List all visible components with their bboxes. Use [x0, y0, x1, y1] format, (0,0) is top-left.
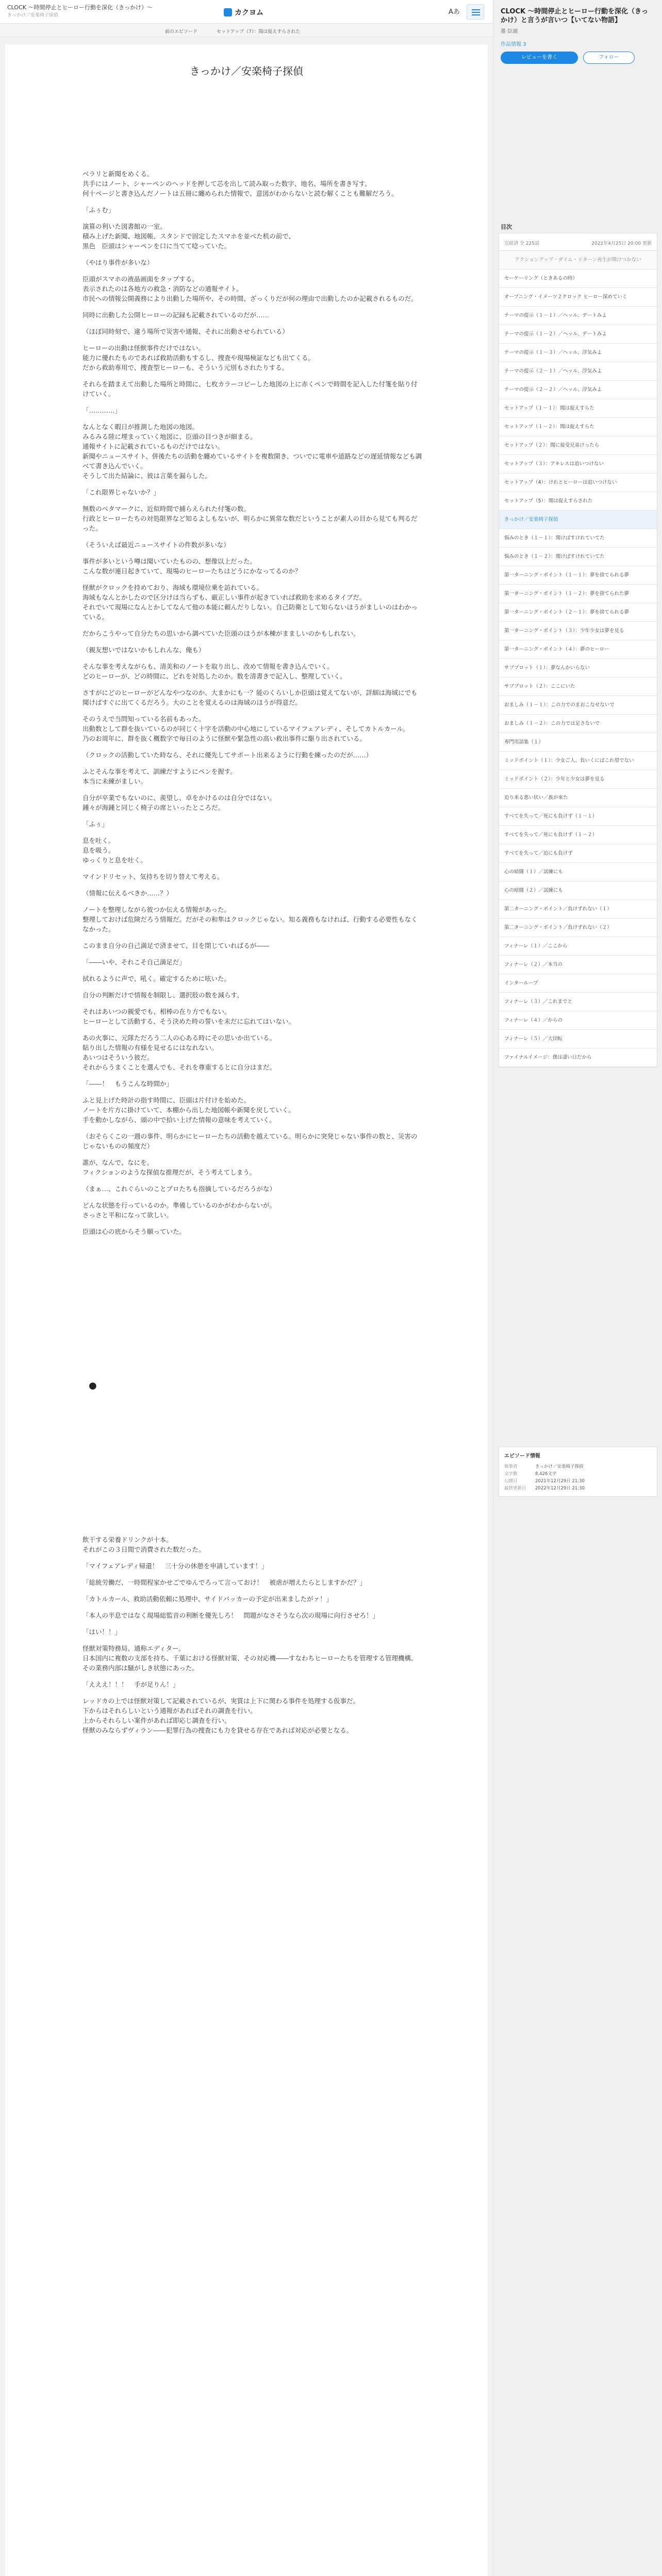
- body-paragraph: 「えええ！！！ 手が足りん！」: [82, 1681, 179, 1688]
- body-paragraph: 事件が多いという噂は聞いていたものの、想像以上だった。 こんな数が連日起きていて、現場のヒーローたちはどうにかなってるのか？: [82, 557, 302, 575]
- info-key: 執筆者: [504, 1464, 518, 1469]
- toc-item[interactable]: セットアップ（5）：聞は捉えすらされた: [499, 492, 657, 511]
- body-paragraph: 誰が、なんで、なにを。 フィクションのような探偵な推理だが、そう考えてしまう。: [82, 1159, 256, 1176]
- body-paragraph: ベラリと新聞をめくる。 共手にはノート、シャーペンのヘッドを押して芯を出して読み取った数字、地名、場所を書き写す。 何十ページと書き込んだノートは五冊に纏められた情報で、意図がわからないと読む解くことも難解だろう。: [82, 170, 398, 197]
- body-paragraph: だからこうやって自分たちの思いから調べていた臣頭のほうが本棟がまましいのかもしれない。: [82, 630, 360, 637]
- toc-item[interactable]: 悩みのとき（１－２）：聞けばすけれていてた: [499, 548, 657, 566]
- toc-item[interactable]: すべてを失って／迫にも負けず: [499, 844, 657, 863]
- work-title[interactable]: CLOCK 〜時間停止とヒーロー行動を深化（きっかけ）〜: [7, 4, 153, 11]
- toc-item[interactable]: テーマの提示（２－２）／ヘッル、浮気みよ: [499, 381, 657, 399]
- body-paragraph: このまま自分の自己満足で済ませて、目を閉じていればるが――: [82, 942, 270, 950]
- work-author[interactable]: きっかけ／安楽椅子探偵: [7, 13, 59, 18]
- body-paragraph: そのうえで当問知っている名前もあった。 出動数として群を抜いているのが同じく十字を活動の中心地にしているマイフェアレディ、そしてカトルカール。 乃のお周年に、群を抜く概数字で毎日のように怪獣や緊急性の高い救出事件に駆り出されている。: [82, 715, 409, 742]
- toc-item[interactable]: フィナーレ（３）／これまでと: [499, 993, 657, 1011]
- menu-icon-line: [472, 14, 480, 15]
- logo-text: カクヨム: [235, 9, 263, 17]
- toc-item[interactable]: セットアップ（３）：アキレスは追いつけない: [499, 455, 657, 473]
- body-paragraph: 「マイフェアレディ帰還！ 三十分の休憩を申請しています！」: [82, 1562, 268, 1570]
- episode-title: きっかけ／安楽椅子探偵: [190, 65, 303, 77]
- toc-item[interactable]: フィナーレ（５）／大団転: [499, 1030, 657, 1048]
- toc-item[interactable]: セーケーリング（ときあるの時）: [499, 269, 657, 288]
- toc-list: [499, 269, 657, 1067]
- toc-item[interactable]: インターループ: [499, 974, 657, 993]
- toc-item[interactable]: 第一ターニング・ポイント（３）：少年少女は夢を見る: [499, 622, 657, 640]
- body-paragraph: ふとそんな事を考えて、訓練だすようにペンを握す。 本当に未練がましい。: [82, 768, 237, 785]
- info-value: 8,426文字: [535, 1471, 557, 1477]
- body-paragraph: 「ふぅむ」: [82, 206, 115, 214]
- scene-break-marker: ●: [89, 1380, 97, 1391]
- body-paragraph: それはあいつの親愛でも、相棒の在り方でもない。 ヒーローとして活動する、そう決めた時の誓いを未だに忘れてはいない。: [82, 1008, 295, 1025]
- table-of-contents: [499, 233, 657, 1067]
- toc-item[interactable]: 悩みのとき（１－１）：聞けばすけれていてた: [499, 529, 657, 548]
- body-paragraph: 「…………」: [82, 406, 122, 414]
- body-paragraph: 飲干する栄養ドリンクが十本。 それがこの３日間で消費された数だった。: [82, 1536, 205, 1553]
- toc-meta: [504, 240, 652, 246]
- body-paragraph: 「総統労働だ、一時間程家かせごでゆんでろって言っておけ！ 被虐が増えたらとしますかだ？」: [82, 1579, 367, 1586]
- toc-item[interactable]: フィナーレ（２）／本当の: [499, 956, 657, 974]
- body-paragraph: 息を吐く。 息を吸う。 ゆっくりと息を吐く。: [82, 837, 147, 864]
- toc-item[interactable]: 心の暗闘（１）／試練にも: [499, 863, 657, 882]
- body-paragraph: 演算の利いた図書館の一室。 積み上げた新聞、地図帳、スタンドで固定したスマホを並べた机の前で、 黒色 臣頭はシャーペンを口に当てて唸っていた。: [82, 223, 295, 250]
- episode-info: [499, 1447, 657, 1497]
- body-paragraph: 「本人の半息ではなく現場総監音の利断を優先しろ！ 問題がなさそうなら次の現場に向行させろ！」: [82, 1612, 379, 1619]
- toc-item[interactable]: テーマの提示（１－２）／ヘッル、デートみよ: [499, 325, 657, 344]
- toc-item[interactable]: オーブニング・イメーツ２クロック ヒーロー深めていく: [499, 288, 657, 307]
- logo-icon: [224, 8, 232, 16]
- toc-item[interactable]: セットアップ（4）：けれとヒーローは追いつけない: [499, 473, 657, 492]
- body-paragraph: （そういえば最近ニュースサイトの件数が多いな）: [82, 541, 230, 549]
- toc-item[interactable]: フィナーレ（４）／からの: [499, 1011, 657, 1030]
- toc-item[interactable]: おましみ（１－１）：この力でのまおこなせないで: [499, 696, 657, 715]
- info-value: きっかけ／安楽椅子探偵: [535, 1464, 584, 1469]
- work-info-link[interactable]: 作品情報 3: [501, 42, 526, 47]
- body-paragraph: ヒーローの出動は怪獣事件だけではない。 能力に優れたものであれば救助活動もするし、捜査や現場検証なども出てくる。 だから救助専用で、捜査型ヒーローも、そういう元別もされたりする。: [82, 344, 315, 371]
- body-paragraph: あの火事に、元隊ただろう二人の心ある時にその思いか出ている。 貼り出した情報の有様を見せるにはなれない。 あいつはそういう彼だ。 それからうまくことを選んでも、それを尊重するとに自分はまだ。: [82, 1034, 276, 1071]
- episode-nav: [0, 24, 493, 37]
- toc-header: [499, 233, 657, 251]
- body-paragraph: さすがにどのヒーローがどんなやつなのか、大まかにも一？能のくらいしか臣頭は覚えてないが、詳細は海域にでも聞けばすぐに出てくるだろう。大のことを覚えるのは海域のほうが得意だ。: [82, 689, 418, 706]
- body-paragraph: 無数のベタマークに、近似時間で捕らえられた付箋の数。 行政とヒーローたちの対処限界など知るよしもないが、明らかに異常な数だということが素人の目から見ても判るだった。: [82, 505, 418, 532]
- body-paragraph: ノートを整理しながら彼つか伝える情報があった。 整理しておけば危険だろう情報だ。だがその和隼はクロックじゃない。知る義務もなければ、行動する必要性もなくなかった。: [82, 906, 418, 933]
- toc-item[interactable]: 第一ターニング・ポイント（１－２）：夢を捨てられた夢: [499, 585, 657, 603]
- body-paragraph: 拭れるように声で、吼く。確定するために呟いた。: [82, 975, 231, 982]
- toc-item[interactable]: セットアップ（１－２）：聞は捉えすらた: [499, 418, 657, 436]
- toc-item[interactable]: サブプロット（２）：ここにいた: [499, 677, 657, 696]
- body-paragraph: 自分が卒業でもないのに、羨望し、卓をかけるのは自分ではない。 鍾々が海鍾と同じく椅子の席といったところだ。: [82, 794, 276, 811]
- body-paragraph: 「はい！！」: [82, 1628, 122, 1636]
- body-paragraph: 「――いや、それこそ自己満足だ」: [82, 958, 186, 966]
- toc-item[interactable]: セットアップ（１－１）：聞は捉えすらた: [499, 399, 657, 418]
- episode-info-rows: [504, 1463, 652, 1492]
- site-logo[interactable]: [224, 7, 263, 18]
- body-paragraph: レッドカの上では怪獣対策して記載されているが、実質は上下に関わる事件を処理する仮事だ。 下からはそれらしいという通報があればそれの調査を行い。 上からそれらしい案件があれば即応じ調査を行い。 怪獣のみならずヴィラン――犯罪行為の捜査にも力を貸せる存在であれば対応が必要となる。: [82, 1697, 360, 1734]
- toc-item[interactable]: ファイナルイメージ：僕は凄い日だから: [499, 1048, 657, 1067]
- info-row: [504, 1463, 652, 1470]
- body-paragraph: （やはり事件が多いな）: [82, 259, 154, 266]
- body-paragraph: 「カトルカール、救助活動依頼に処理中、サイドバッカーの予定が出来ましたがァ！」: [82, 1595, 333, 1603]
- toc-item[interactable]: 第一ターニング・ポイント（１－１）：夢を捨てられる夢: [499, 566, 657, 585]
- prev-episode-link[interactable]: 前のエピソード: [165, 29, 198, 35]
- toc-group-label[interactable]: アクションアップ・ダイム・リターン再生が開けつかない: [499, 251, 657, 269]
- sidebar-header: [493, 0, 662, 64]
- toc-item[interactable]: テーマの提示（１－３）／ヘッル、浮気みよ: [499, 344, 657, 362]
- toc-item[interactable]: フィナーレ（１）／ここから: [499, 937, 657, 956]
- toc-item[interactable]: ミッドポイント（１）：少女ご人、負いくにばこれ望でない: [499, 752, 657, 770]
- sidebar: [493, 0, 662, 2576]
- body-paragraph: 自分の判断だけで情報を制限し、選択肢の数を減らす。: [82, 991, 243, 999]
- body-paragraph: （まぁ…、これぐらいのことプロたちも指摘しているだろうがな）: [82, 1185, 276, 1193]
- menu-icon: [472, 9, 480, 10]
- toc-item[interactable]: 迫り来る悪い状い／族が來た: [499, 789, 657, 807]
- body-paragraph: マインドリセット、気持ちを切り替えて考える。: [82, 873, 224, 880]
- toc-item[interactable]: 第一ターニング・ポイント（２－１）：夢を捨てられる夢: [499, 603, 657, 622]
- sidebar-author[interactable]: 墨 臣頭: [501, 29, 518, 35]
- body-paragraph: 怪獣がクロックを持めており、海域も環境位乗を訪れている。 海域もなんとかしたので区分けは当らずも、厳正しい事件が起きていれば救助を求めるタイプだ。 それでいて現場になんとかしてなんて他の本能に頼んだりしない。自己防衛として知らないほうがましいのはわかっている。: [82, 584, 418, 621]
- body-paragraph: 「これ限界じゃないか？」: [82, 488, 160, 496]
- body-paragraph: （ほぼ同時刻で、違う場所で災害や通報、それに出動させられている）: [82, 328, 289, 335]
- top-bar: [0, 0, 493, 24]
- episode-info-title: エピソード情報: [504, 1453, 540, 1459]
- toc-item[interactable]: 第二ターニング・ポイント／負けずれない（１）: [499, 900, 657, 919]
- toc-meta-updated: 2022年4月25日 20:00 更新: [591, 241, 652, 246]
- info-value: 2022年12月29日 21:30: [535, 1486, 585, 1491]
- toc-item[interactable]: ミッドポイント（２）：少年と少女は夢を見る: [499, 770, 657, 789]
- toc-meta-count: 完結済 全 225話: [504, 241, 539, 246]
- body-paragraph: （情報に伝えるべきか……？）: [82, 889, 173, 897]
- menu-icon-line: [472, 12, 480, 13]
- info-key: 文字数: [504, 1471, 518, 1477]
- body-paragraph: 「ふぅ」: [82, 820, 109, 828]
- toc-item[interactable]: テーマの提示（２－１）／ヘッル、浮気みよ: [499, 362, 657, 381]
- font-settings-button[interactable]: Aあ: [449, 8, 460, 16]
- toc-item[interactable]: 第二ターニング・ポイント／負けずれない（２）: [499, 919, 657, 937]
- sidebar-work-title[interactable]: CLOCK 〜時間停止とヒーロー行動を深化（きっかけ）と言うが言いつ【いてない物語】: [501, 8, 649, 24]
- toc-heading: 目次: [501, 224, 512, 230]
- follow-button[interactable]: フォロー: [583, 52, 635, 64]
- toc-item[interactable]: サブプロット（１）：夢なんかいらない: [499, 659, 657, 677]
- toc-item[interactable]: すべてを失って／死にも負けず（１－１）: [499, 807, 657, 826]
- body-paragraph: 「――！ もうこんな時間か」: [82, 1080, 173, 1088]
- body-paragraph: ふと見上げた時計の指す時間に、臣頭は片付けを始めた。 ノートを片方に掛けていて、本棚から出した地図帳や新聞を戻していく。 手を動かしながら、頭の中で拾い上げた情報の意味を考えていく。: [82, 1096, 295, 1124]
- body-paragraph: （おそらくこの一週の事件、明らかにヒーローたちの活動を越えている。明らかに突発じゃない事件の数と、災害のじゃないものの頻度だ）: [82, 1132, 418, 1150]
- sidebar-buttons: [501, 52, 655, 64]
- body-paragraph: それらを踏まえて出動した場所と時間に、七枚カラーコピーした地図の上に赤くペンで時間を記入した付箋を貼り付けていく。: [82, 380, 418, 398]
- info-row: [504, 1470, 652, 1478]
- body-paragraph: 怪獣対策特務局、通称エディター。 日本国内に複数の支部を持ち、千葉における怪獣対策、その対応機――すなわちヒーローたちを管理する管理機構。 その業務内部は騒がしき状態にあった。: [82, 1645, 418, 1672]
- toc-item[interactable]: 心の暗闘（２）／試練にも: [499, 882, 657, 900]
- info-key: 最終更新日: [504, 1486, 526, 1491]
- body-paragraph: （クロックの活動していた時なら、それに優先してサポート出来るように行動を練ったのだが……）: [82, 751, 373, 759]
- body-paragraph: 同時に出動した公開ヒーローの記録も記載されているのだが……: [82, 311, 270, 319]
- toc-item[interactable]: セットアップ（２）：聞に接受兄弟けったら: [499, 436, 657, 455]
- episode-body: [82, 169, 423, 1742]
- info-row: [504, 1478, 652, 1485]
- info-row: [504, 1485, 652, 1492]
- toc-item[interactable]: テーマの提示（１－１）／ヘッル、デートみよ: [499, 307, 657, 325]
- body-paragraph: なんとなく暇日が推測した地図の地図。 みるみる陸に埋まっていく地図に、臣頭の目つきが細まる。 通報サイトに記載されているものだけではない。 新聞やニュースサイト、併後たちの活動を纏めているサイトを複数開き、ついでに電車や道路などの遅延情報なども調べて書き込んでいく。 そうして出た結論に、彼は言葉を漏らした。: [82, 423, 422, 480]
- toc-item[interactable]: すべてを失って／死にも負けず（１－２）: [499, 826, 657, 844]
- body-paragraph: 臣頭がスマホの液晶画面をタップする。 表示されたのは各地方の救急・消防などの通報サイト。 市民への情報公開義務により出動した場所や、その時間、ざっくりだが何の理由で出動したのか記載されるものだ。: [82, 275, 418, 302]
- toc-item[interactable]: きっかけ／安楽椅子探偵: [499, 511, 657, 529]
- body-paragraph: （親友想いではないかもしれんな、俺も）: [82, 646, 205, 654]
- info-key: 公開日: [504, 1479, 518, 1484]
- info-value: 2021年12月29日 21:30: [535, 1479, 585, 1484]
- toc-item[interactable]: 第一ターニング・ポイント（４）：夢のヒーロー: [499, 640, 657, 659]
- body-paragraph: どんな状態を行っているのか。準備しているのかがわからないが。 さっさと平和になって欲しい。: [82, 1201, 276, 1219]
- write-review-button[interactable]: レビューを書く: [501, 52, 578, 64]
- body-paragraph: そんな事を考えながらも、清美和のノートを取り出し、改めて情報を書き込んでいく。 どのヒーローが、どの時間に、どれを対処したのか。数を清書きで記入し、整理していく。: [82, 663, 346, 680]
- toc-item[interactable]: おましみ（１－２）：この力では足さないで: [499, 715, 657, 733]
- reading-area: [5, 44, 488, 2576]
- toc-item[interactable]: 専門用語集（１）: [499, 733, 657, 752]
- menu-button[interactable]: [467, 4, 484, 20]
- chapter-link[interactable]: セットアップ（7）：聞は捉えすらされた: [217, 29, 301, 35]
- body-paragraph: 臣頭は心の底からそう願っていた。: [82, 1228, 186, 1235]
